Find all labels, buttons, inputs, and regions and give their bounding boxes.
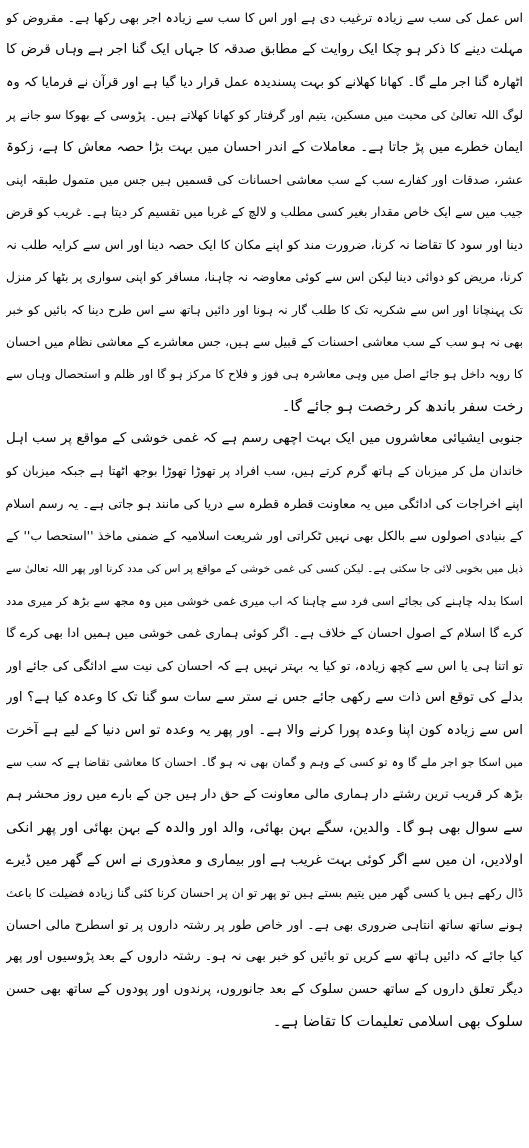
- text-line: تک پہنچانا اور اس سے شکریہ تک کا طلب گار نہ ہونا اور دائیں ہاتھ سے اس طرح دینا کہ بائیں کو خبر: [6, 302, 523, 317]
- text-line: سے سوال بھی ہو گا۔ والدین، سگے بہن بھائی، والد اور والدہ کے بہن بھائی اور پھر انکی: [6, 819, 523, 836]
- text-line: دینا اور سود کا تقاضا نہ کرنا، ضرورت مند کو اپنے مکان کا ایک حصہ دینا اور اس سے کرایہ طلب نہ: [6, 236, 523, 252]
- text-line: جیب میں سے ایک خاص مقدار بغیر کسی مطلب و لالچ کے غربا میں تقسیم کر دیتا ہے۔ غریب کو قرض: [6, 205, 523, 220]
- text-line: کا رویہ داخل ہو جائے اصل میں وہی معاشرہ ہی فوز و فلاح کا مرکز ہو گا اور ظلم و استحصال وہاں سے: [6, 367, 523, 382]
- text-line: ہونے ساتھ ساتھ انتاہی ضروری بھی ہے۔ اور خاص طور پر رشتہ داروں پر تو اسطرح مالی احسان: [6, 916, 523, 932]
- text-line: کیا جائے کہ دائیں ہاتھ سے کریں تو بائیں کو خبر بھی نہ ہو۔ رشتہ داروں کے بعد پڑوسیوں اور پھر: [6, 949, 523, 965]
- text-line: اولادیں، ان میں سے اگر کوئی بہت غریب ہے اور بیماری و معذوری نے اس کے گھر میں ڈیرے: [6, 852, 523, 869]
- text-line: ذیل میں بخوبی لائی جا سکتی ہے۔ لیکن کسی کی غمی خوشی کے مواقع پر اس کی مدد کرنا اور پھر اللہ تعالیٰ سے: [6, 561, 523, 575]
- text-line: بڑھ کر قریب ترین رشتے دار ہماری مالی معاونت کے حق دار ہیں جن کے بارے میں روز محشر ہم: [6, 787, 523, 803]
- text-line: میں اسکا جو اجر ملے گا وہ تو کسی کے وہم و گمان بھی نہ ہو گا۔ احسان کا معاشی تقاضا ہے کہ سب سے: [6, 755, 523, 769]
- text-line: ایمان خطرے میں پڑ جاتا ہے۔ معاملات کے اندر احسان میں بہت بڑا حصہ معاش کا ہے، زکوۃ: [6, 139, 523, 155]
- text-line: اٹھارہ گنا اجر ملے گا۔ کھانا کھلانے کو بہت پسندیدہ عمل قرار دیا گیا ہے اور قرآن نے فرمایا کہ وہ: [6, 74, 523, 90]
- text-line: اس عمل کی سب سے زیادہ ترغیب دی ہے اور اس کا سب سے زیادہ اجر بھی رکھا ہے۔ مقروض کو: [6, 10, 523, 25]
- text-line: ڈال رکھے ہیں یا کسی گھر میں یتیم بستے ہیں تو پھر تو ان پر احسان کرنا کئی گنا زیادہ فضیلت کا باعث: [6, 885, 523, 900]
- text-line: خاندان مل کر میزبان کے ہاتھ گرم کرتے ہیں، سب افراد پر تھوڑا تھوڑا بوجھ اٹھتا ہے جبکہ میزبان کو: [6, 464, 523, 479]
- text-line: دیگر تعلق داروں کے ساتھ حسن سلوک کے بعد جانوروں، پرندوں اور پودوں کے ساتھ بھی حسن: [6, 981, 523, 997]
- text-line: اسکا بدلہ چاہنے کی بجائے اسی فرد سے چاہنا کہ اب میری غمی خوشی میں وہ مجھ سے بڑھ کر میری مدد: [6, 594, 523, 609]
- text-line: بھی نہ ہو سب کے سب معاشی احسنات کے قبیل سے ہیں، جس معاشرے کے معاشی نظام میں احسان: [6, 334, 523, 349]
- text-line: اپنے اخراجات کی ادائگی میں یہ معاونت قطرہ قطرہ سے دریا کی مانند ہو جاتی ہے۔ یہ رسم اسلام: [6, 495, 523, 511]
- text-line: سلوک بھی اسلامی تعلیمات کا تقاضا ہے۔: [272, 1013, 523, 1031]
- text-line: اس سے زیادہ کون اپنا وعدہ پورا کرنے والا ہے۔ اور پھر یہ وعدہ تو اس دنیا کے لیے ہے آخرت: [6, 722, 523, 738]
- text-line: تو اتنا ہی یا اس سے کچھ زیادہ، تو کیا یہ بہتر نہیں ہے کہ احسان کی نیت سے ادائگی کی جائے اور: [6, 657, 523, 673]
- paragraph-2: [6, 423, 523, 1038]
- text-line: جنوبی ایشیائی معاشروں میں ایک بہت اچھی رسم ہے کہ غمی خوشی کے مواقع پر سب اہل: [6, 431, 523, 447]
- text-line: کے بنیادی اصولوں سے بالکل بھی نہیں ٹکراتی اور شریعت اسلامیہ کے ضمنی ماخذ ''استحصا ب'' کے: [6, 528, 523, 544]
- text-line: کرنا، مریض کو دوائی دینا لیکن اس سے کوئی معاوضہ نہ چاہنا، مسافر کو اپنی سواری پر بٹھا کر منزل: [6, 270, 523, 285]
- paragraph-1: [6, 2, 523, 423]
- text-line: بدلے کی توقع اس ذات سے رکھی جائے جس نے ستر سے سات سو گنا تک کا وعدہ کیا ہے؟ اور: [6, 690, 523, 706]
- text-line: مہلت دینے کا ذکر ہو چکا ایک روایت کے مطابق صدقہ کا جہاں ایک گنا اجر ہے وہاں قرض کا: [6, 42, 523, 58]
- text-line: رخت سفر باندھ کر رخصت ہو جائے گا۔: [281, 397, 523, 415]
- text-line: عشر، صدقات اور کفارے سب کے سب معاشی احسانات کی قسمیں ہیں جس میں متمول طبقہ اپنی: [6, 172, 523, 187]
- text-line: لوگ اللہ تعالیٰ کی محبت میں مسکین، یتیم اور گرفتار کو کھانا کھلاتے ہیں۔ پڑوسی کے بھوکا سو جانے پر: [6, 108, 523, 123]
- text-line: کرے گا اسلام کے اصول احسان کے خلاف ہے۔ اگر کوئی ہماری غمی خوشی میں ہمیں ادا بھی کرے گا: [6, 626, 523, 641]
